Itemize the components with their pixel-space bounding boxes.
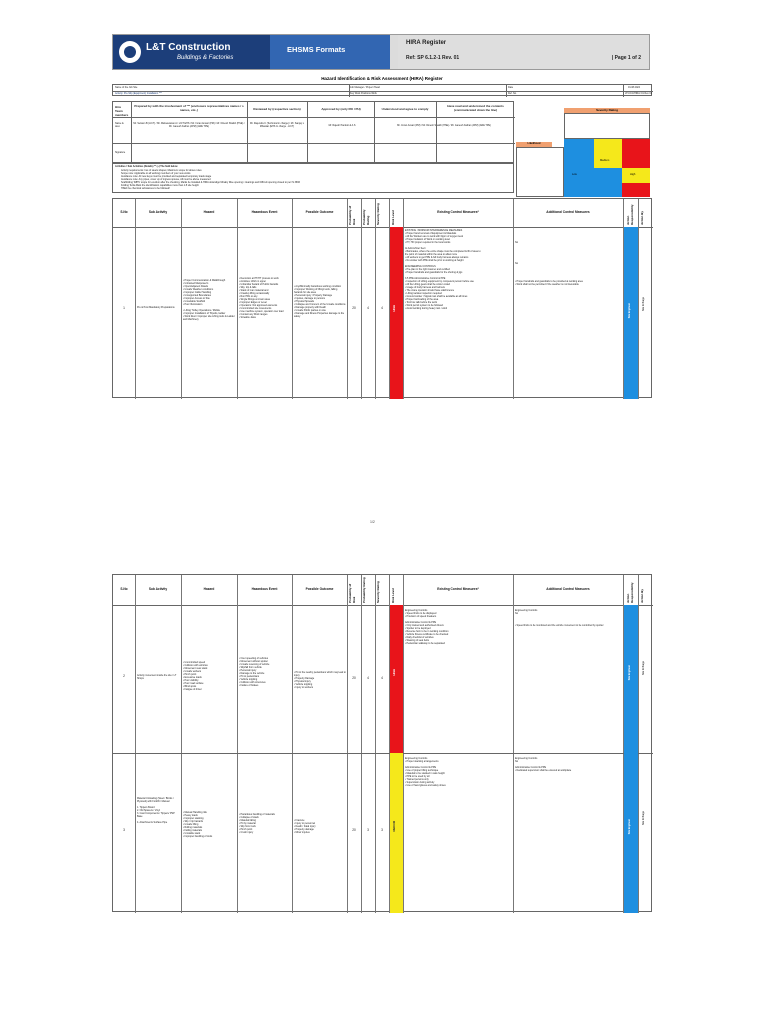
- page-number: 1/2: [370, 520, 375, 524]
- responsibility-cell: [624, 605, 638, 753]
- col-header: Action Responsibility: [626, 582, 634, 603]
- activity-notes: [112, 163, 514, 193]
- row-existing-controls: Engineering Controls • Proper stacking arrangements Administrative Control & PPE • Use of proper lifting technique • Material to be stacked in safe height • PPE to be used by all • Trained persons only • Supervision during activity • Use of hand gloves and safety shoes: [405, 757, 446, 787]
- document-header: [112, 34, 650, 70]
- row-additional-controls: Engineering Controls No • Speed limits to be monitored and the vehicle movement to be controlled by spotter: [515, 609, 604, 627]
- risk-label-medium: Medium: [600, 159, 610, 162]
- row-probability-rating: 4: [367, 676, 369, 680]
- notes-text: Activity requirements: bus of steels shapes; Maximum scope for above rules Scope note: Applicable to all working members of your new works Avoidance note: All new keys must be provided and separated temporary loads stage Avoidance note: Any pipes, cover up of ingress spouse, All must be above measured Scaffolding 'IMPS' scope for erection after the checking, Marks be Installed & HIRA dotandigo Minaby Rise opening / clearings and Difficult opening closed to per IS 3696 Folding Tertia Mark the identification capabilities more than 1.8 site height HSEC be chemical substances to be followed!: [121, 169, 300, 190]
- col-header: Hazardous Event: [251, 210, 278, 214]
- col-header: Probability of Risk: [348, 205, 356, 225]
- risk-level-text: HIGH: [393, 305, 396, 312]
- company-subtitle: Buildings & Factories: [177, 55, 234, 61]
- responsibility-cell: [624, 227, 638, 399]
- col-header: Action By: [640, 210, 644, 225]
- team-header: Understood and agree to comply: [381, 107, 429, 111]
- col-header: S.No: [120, 587, 128, 591]
- document-ref: Ref: SP 6.1.2-1 Rev. 01: [406, 55, 460, 61]
- signature-label: Signature: [115, 151, 126, 154]
- col-header: Existing Control Measures*: [437, 210, 479, 214]
- row-action-by: Site Incharge: [642, 811, 645, 826]
- row-existing-controls: EXISTING / MINIMUM INTERFERENCE MEASURES • Proper hand removal of Equipment & Materials • All the Workers are to work with 0ppm of oxygen level • Proper Isolation of Work on working level • HT, HO proper required in the local works At Admin/Inter Sect • Barricades, where the entire shape must be completed & lift of area to the point of material within the area to allow more • All workers to get PPE & full body harness always remains • No worker with PPE shall be prior to working at height ENGINEERING CONTROLS • Pre-plan in the right manner and certified • Proper handrails and guardrails for the shoring & jigs 3.5 PPE Administrative Control & PPE • Inspection of Lifting equipment by competent person before use • All the Lifting gears shall be colour coded • Usage of body harness and helmets • The crane operator should have valid licence • Lifting tackles inspection required • Ground worker / Signal man shall be available at all times • Proper barricading of the area • Tool box talk before the work • Work permit system to be followed • Avoid working during heavy rain / wind: [405, 229, 481, 310]
- col-header: Sub Activity: [148, 210, 168, 214]
- document-info-block: [398, 35, 649, 69]
- row-sno: 2: [123, 674, 125, 678]
- row-sub-activity: Material Unloading (Steel / Bricks / Plywood) with Forklift / Manual 1. Tippers Board 2. Old Spacers / Vinyl 3. Cast Components / Tippers/ PSP Base 4. Attachments Surface Pipe: [137, 797, 175, 824]
- info-right-label: Ref. No.: [508, 92, 517, 95]
- col-header: Hazardous Event: [251, 587, 278, 591]
- row-sub-activity: Activity movement inside the site / LT Shops: [137, 674, 177, 680]
- col-header: Additional Control Measures: [546, 210, 590, 214]
- company-logo-block: [113, 35, 270, 69]
- row-possible-outcome: • Hit to the nearby pedestrians which may lead to injury • Property Damage • Physical injury • Vehicle toppling • Injury to workers: [294, 671, 346, 689]
- info-right-value: LTC/CC/HIRA/ 01 Rev 01: [625, 92, 653, 95]
- col-header: S.No: [120, 210, 128, 214]
- col-header: Hazard: [203, 587, 215, 591]
- col-header: Severity Rating: [376, 203, 380, 225]
- col-header: Hazard: [203, 210, 215, 214]
- risk-level-text: HIGH: [393, 669, 396, 676]
- row-hazardous-event: • Over speeding of vehicles • Movement without spotter • Unsafe reversing of vehicle • Slip/fall from vehicle • Personal injury • Damage to the vehicle • Hit to pedestrians • Vehicle toppling • Collision with structures • Failure of brakes: [239, 657, 270, 687]
- row-probability-rating: 4: [367, 306, 369, 310]
- table-header-row: [113, 199, 653, 228]
- col-header: Probability Rating: [362, 209, 370, 225]
- col-header: Possible Outcome: [305, 587, 334, 591]
- col-header: Severity Rating: [376, 581, 380, 603]
- team-member-names: Mr. Selvam B (LICT) / Mr. Maheswaran A / LICT EHS / Mr. Imran Ansari (PM) / Mr. Dinesh Shaikh (HSE) / Mr. Ganesh Kathar (APM) (ARE TPE): [133, 122, 245, 128]
- row-sno: 3: [123, 828, 125, 832]
- row-action-by: Site Incharge: [642, 661, 645, 676]
- row-action-by: Site Incharge: [642, 297, 645, 312]
- row-sno: 1: [123, 306, 125, 310]
- col-header: Additional Control Measures: [546, 587, 590, 591]
- col-header: Action Responsibility: [626, 204, 634, 225]
- team-header: Approved by (only RO / PH): [321, 107, 361, 111]
- table-header-row: [113, 575, 653, 606]
- row-possible-outcome: • Fracture • Injury to personnel • Death / Fatal injury • Property damage • Minor injuries: [294, 819, 316, 834]
- team-table: [112, 101, 514, 163]
- severity-title: Severity Rating: [564, 108, 650, 113]
- risk-label-high: High: [630, 173, 636, 176]
- risk-level-cell: [390, 753, 403, 913]
- approver-names: Mr. Rajesh Panduit & A.S: [328, 124, 356, 127]
- row-responsibility: Site Engineer: [628, 819, 631, 835]
- row-responsibility: Site Engineer: [628, 665, 631, 681]
- col-header: Probability Rating: [362, 577, 366, 603]
- formats-title: EHSMS Formats: [287, 45, 346, 54]
- info-right-value: 01.08.2024: [628, 86, 640, 89]
- info-right-label: Date: [508, 86, 514, 89]
- row-hazard: • Uncontrolled speed • Collision with vehicles • Movement near stack • Unsafe workers • Pinch point • Excessive loads • Poor visibility • Poor road surface • Blind spots • Fatigue of driver: [183, 661, 208, 691]
- team-header: Hira Team members: [115, 105, 129, 117]
- row-probability-risk: 20: [352, 676, 356, 680]
- col-header: Action By: [640, 588, 644, 603]
- row-severity-rating: 3: [381, 828, 383, 832]
- info-table: [112, 84, 652, 96]
- col-header: Sub Activity: [148, 587, 168, 591]
- team-row-label: Name & desi.: [115, 122, 124, 128]
- col-header: Probability of Risk: [348, 583, 356, 603]
- understood-names: Mr. Imran Ansari (PM) / Mr. Dinesh Shaikh (HSE) / Mr. Ganesh Kathar (APM) (ARE TPE): [397, 124, 491, 127]
- lt-logo-icon: [119, 41, 141, 63]
- info-middle: Key Work Positions Work: [350, 92, 377, 95]
- page-label: | Page 1 of 2: [611, 55, 641, 61]
- info-middle: Job Manager / Project Head: [350, 86, 380, 89]
- reviewer-names: Mr. Rajendra C (Technical in charge) / Mr. Sanjay L Mhaskar (EHS In charge - LICT): [249, 122, 305, 128]
- row-hazardous-event: • Hazardous handling of materials • Collapse of stack • Material falling • Hit by material • Slip from truck • Pinch point • Crush injury: [239, 813, 275, 834]
- row-probability-risk: 20: [352, 306, 356, 310]
- info-row: [113, 91, 653, 97]
- risk-level-text: MEDIUM: [393, 821, 396, 832]
- col-header: Possible Outcome: [305, 210, 334, 214]
- likelihood-title: Likelihood: [516, 142, 552, 147]
- row-hazard: • Manual Handling risk • Heavy loads • Improper stacking • Slip / trip hazards • Unsafe lifting • Rolling materials • Falling materials • Unstable stack • Improper handling of tools: [183, 811, 213, 838]
- row-possible-outcome: • Any/Minimally hazardous working condition • Improper Working of lifting/ tools, falling hazards for site area • Personal injury / Property Damage • Injuries, damage to persons • Physical Spreads • Collapse and Concern of the Unsafe conditions • Damage property with Death • Unsafe Public parties on site • Damage and Illness Properties damage to the safety: [294, 285, 346, 318]
- register-title: Hazard Identification & Risk Assessment (HIRA) Register: [321, 76, 443, 81]
- responsibility-cell: [624, 753, 638, 913]
- company-name: L&T Construction: [146, 42, 231, 53]
- row-hazardous-event: • Decoction at PT/HT process to work • Activities: Work in upper • Unfamiliar hazard of Public hazards • Slip, trip & falls • Stack of man material and • Crawlup lifting occasionally • Run HRL to any • Single fittings at crown area • Improper Edges or Level • Operators: Not approved elements • Uncontrolled site movements • Use machine system, operator over load • Contact any Work ranges • Sizeable Jaws: [239, 277, 284, 319]
- row-probability-rating: 3: [367, 828, 369, 832]
- team-header: Reviewed by (respective section): [253, 107, 301, 111]
- col-header: Risk Level: [391, 588, 395, 603]
- team-header: Prepared by with the involvement of *** (enclosure representatives names / s names, etc.,): [134, 104, 244, 112]
- row-hazard: • Proper Communication & Walkthrough • Untrained Manpower's • Open/Adjacent Roads • Unsafe Weather conditions • Improper Cable Handling • Unsupported Boundaries • Improper Access to Site • Unsuitable Scaffold • Poor Illumination • Lifting Trolley Operations / Mobile • Improper Installation of Tripods, ladder • Work Rest / Improper site Lifting tools & Ladder and Machinery: [183, 279, 235, 321]
- document-title: HIRA Register: [406, 40, 447, 46]
- info-label: Activity: Pre-Slip (Equipment) Installation ***: [115, 92, 162, 95]
- formats-title-block: [270, 35, 390, 69]
- info-label: Name of the Job Site: [115, 86, 138, 89]
- row-additional-controls: Engineering Controls No Administrative Control & PPE • Dedicated supervisor shall be ensured at workplace: [515, 757, 572, 772]
- risk-level-cell: [390, 227, 403, 399]
- col-header: Risk Level: [391, 210, 395, 225]
- header-divider: [390, 35, 398, 69]
- hira-table-page2: [112, 574, 652, 912]
- risk-label-low: Low: [572, 173, 577, 176]
- col-header: Existing Control Measures*: [437, 587, 479, 591]
- row-additional-controls: No No • Proper handrails and guardrails to be provided at working area • Work shall not be permitted if the weather is not favourable: [515, 241, 583, 286]
- risk-level-cell: [390, 605, 403, 753]
- row-severity-rating: 4: [381, 306, 383, 310]
- row-responsibility: Site Engineer: [628, 303, 631, 319]
- risk-matrix: [516, 108, 650, 198]
- team-header: Have read and understood the contents (communicated down the line): [447, 104, 504, 112]
- row-sub-activity: Pre & Post Mandatory Preparations: [137, 306, 175, 309]
- hira-table-page1: [112, 198, 652, 398]
- notes-label: Activities / Sub Activities (Details) ** (+) The field below: [115, 165, 178, 168]
- row-severity-rating: 4: [381, 676, 383, 680]
- row-probability-risk: 20: [352, 828, 356, 832]
- row-existing-controls: Engineering Controls • Speed limits to be displayed • Provision of speed breakers Administrative Control & PPE • Only trained and authorised drivers • Spotter to be deployed • Reverse horn to be in working condition • Vehicle fitness certificate to be checked • Daily checklist of vehicles • Wearing of seat belts • Pedestrian walkway to be separated: [405, 609, 449, 645]
